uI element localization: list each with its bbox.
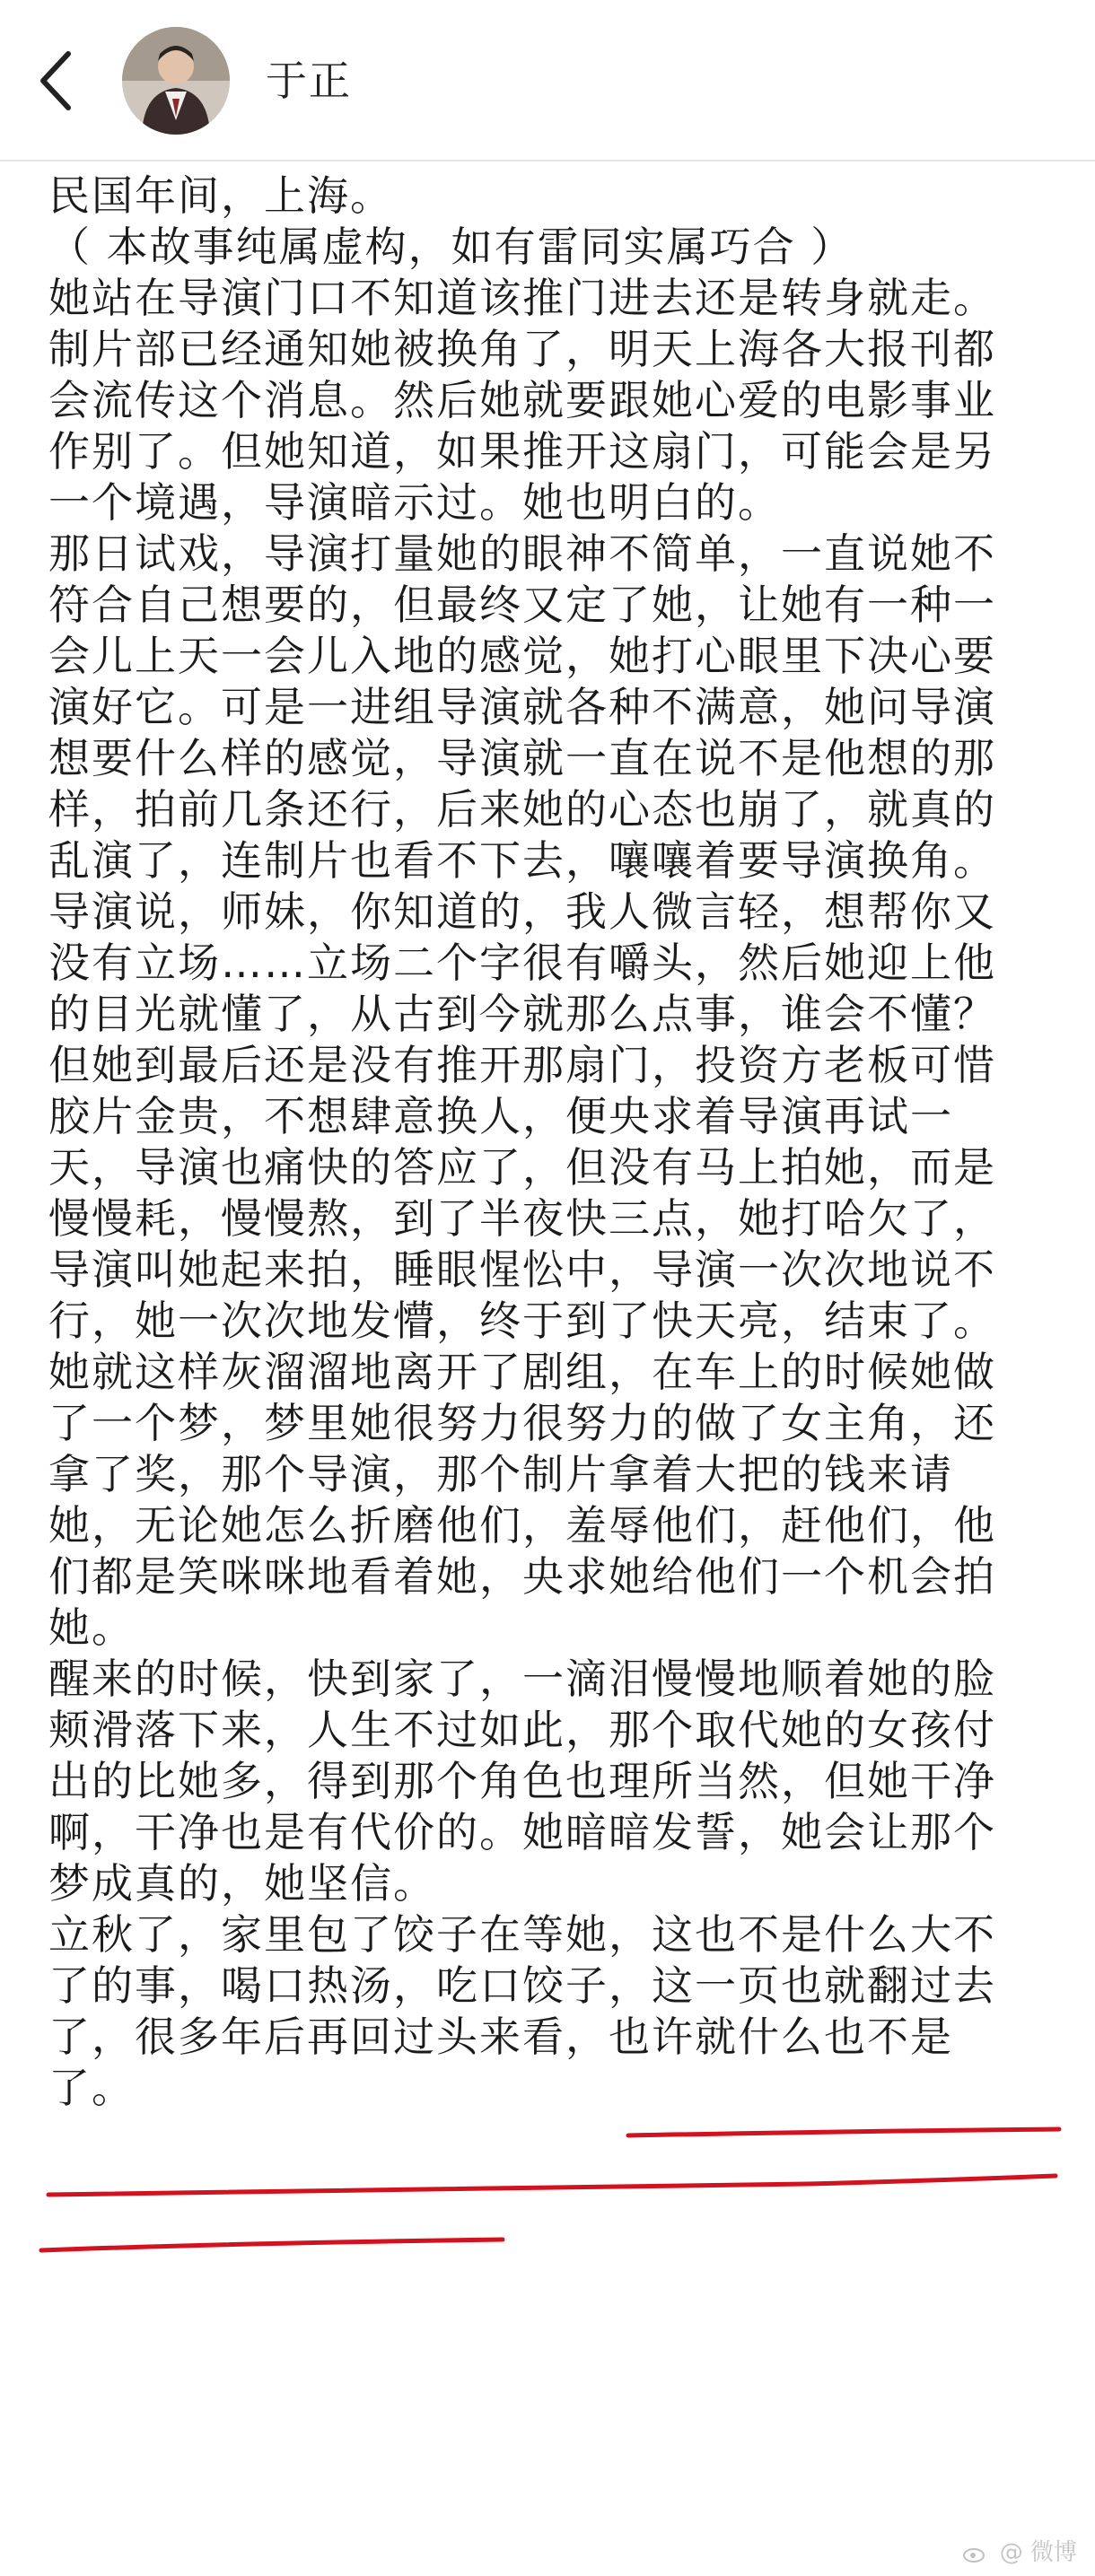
text-line: 会儿上天一会儿入地的感觉，她打心眼里下决心要 bbox=[48, 632, 996, 680]
text-line: 立秋了，家里包了饺子在等她，这也不是什么大不 bbox=[48, 1910, 996, 1959]
text-line: 符合自己想要的，但最终又定了她，让她有一种一 bbox=[48, 581, 996, 629]
text-line: 了一个梦，梦里她很努力很努力的做了女主角，还 bbox=[48, 1399, 996, 1447]
text-line: 出的比她多，得到那个角色也理所当然，但她干净 bbox=[48, 1757, 996, 1805]
text-line: 行，她一次次地发懵，终于到了快天亮，结束了。 bbox=[48, 1297, 996, 1345]
text-line: 她就这样灰溜溜地离开了剧组，在车上的时候她做 bbox=[48, 1348, 996, 1396]
text-line: 她站在导演门口不知道该推门进去还是转身就走。 bbox=[48, 274, 996, 322]
text-line: 她。 bbox=[48, 1603, 135, 1652]
back-button[interactable] bbox=[32, 45, 86, 117]
text-line: 啊，干净也是有代价的。她暗暗发誓，她会让那个 bbox=[48, 1808, 996, 1856]
text-line: 的目光就懂了，从古到今就那么点事，谁会不懂？ bbox=[48, 990, 996, 1038]
watermark-text: @ 微博 bbox=[999, 2539, 1077, 2566]
post-body bbox=[48, 170, 1063, 2114]
text-line: 导演说，师妹，你知道的，我人微言轻，想帮你又 bbox=[48, 887, 996, 936]
top-bar bbox=[0, 0, 1095, 162]
text-line: 胶片金贵，不想肆意换人，便央求着导演再试一 bbox=[48, 1092, 953, 1140]
text-line: 乱演了，连制片也看不下去，嚷嚷着要导演换角。 bbox=[48, 836, 996, 885]
text-line: 演好它。可是一进组导演就各种不满意，她问导演 bbox=[48, 683, 996, 731]
text-line: 了。 bbox=[48, 2064, 135, 2112]
text-line: 但她到最后还是没有推开那扇门，投资方老板可惜 bbox=[48, 1041, 996, 1089]
text-line: 没有立场……立场二个字很有嚼头，然后她迎上他 bbox=[48, 939, 996, 987]
text-line: 作别了。但她知道，如果推开这扇门，可能会是另 bbox=[48, 427, 996, 476]
text-line: 样，拍前几条还行，后来她的心态也崩了，就真的 bbox=[48, 785, 996, 834]
red-underline-1 bbox=[628, 2129, 1059, 2135]
text-line: 民国年间，上海。 bbox=[48, 171, 393, 220]
text-line: 梦成真的，她坚信。 bbox=[48, 1859, 436, 1908]
text-line: 一个境遇，导演暗示过。她也明白的。 bbox=[48, 478, 781, 527]
text-line: 那日试戏，导演打量她的眼神不简单，一直说她不 bbox=[48, 529, 996, 578]
avatar[interactable] bbox=[122, 27, 230, 135]
text-line: 醒来的时候，快到家了，一滴泪慢慢地顺着她的脸 bbox=[48, 1655, 996, 1703]
text-line: 们都是笑咪咪地看着她，央求她给他们一个机会拍 bbox=[48, 1552, 996, 1601]
text-line: （ 本故事纯属虚构，如有雷同实属巧合 ） bbox=[48, 223, 854, 271]
text-line: 制片部已经通知她被换角了，明天上海各大报刊都 bbox=[48, 325, 996, 373]
text-line: 慢慢耗，慢慢熬，到了半夜快三点，她打哈欠了， bbox=[48, 1194, 996, 1243]
text-line: 颊滑落下来，人生不过如此，那个取代她的女孩付 bbox=[48, 1706, 996, 1754]
author-name[interactable]: 于正 bbox=[266, 57, 352, 105]
text-line: 想要什么样的感觉，导演就一直在说不是他想的那 bbox=[48, 734, 996, 782]
user-avatar-icon bbox=[122, 27, 230, 135]
text-line: 会流传这个消息。然后她就要跟她心爱的电影事业 bbox=[48, 376, 996, 424]
weibo-watermark bbox=[963, 2534, 1077, 2567]
text-line: 她，无论她怎么折磨他们，羞辱他们，赶他们，他 bbox=[48, 1501, 996, 1550]
red-underline-3 bbox=[41, 2240, 503, 2250]
text-line: 了的事，喝口热汤，吃口饺子，这一页也就翻过去 bbox=[48, 1961, 996, 2010]
chevron-left-icon bbox=[32, 45, 86, 117]
red-underline-2 bbox=[48, 2176, 1056, 2195]
text-line: 天，导演也痛快的答应了，但没有马上拍她，而是 bbox=[48, 1143, 996, 1192]
text-line: 拿了奖，那个导演，那个制片拿着大把的钱来请 bbox=[48, 1450, 953, 1498]
text-line: 导演叫她起来拍，睡眼惺忪中，导演一次次地说不 bbox=[48, 1245, 996, 1294]
text-line: 了，很多年后再回过头来看，也许就什么也不是 bbox=[48, 2013, 953, 2061]
weibo-icon bbox=[963, 2544, 986, 2563]
